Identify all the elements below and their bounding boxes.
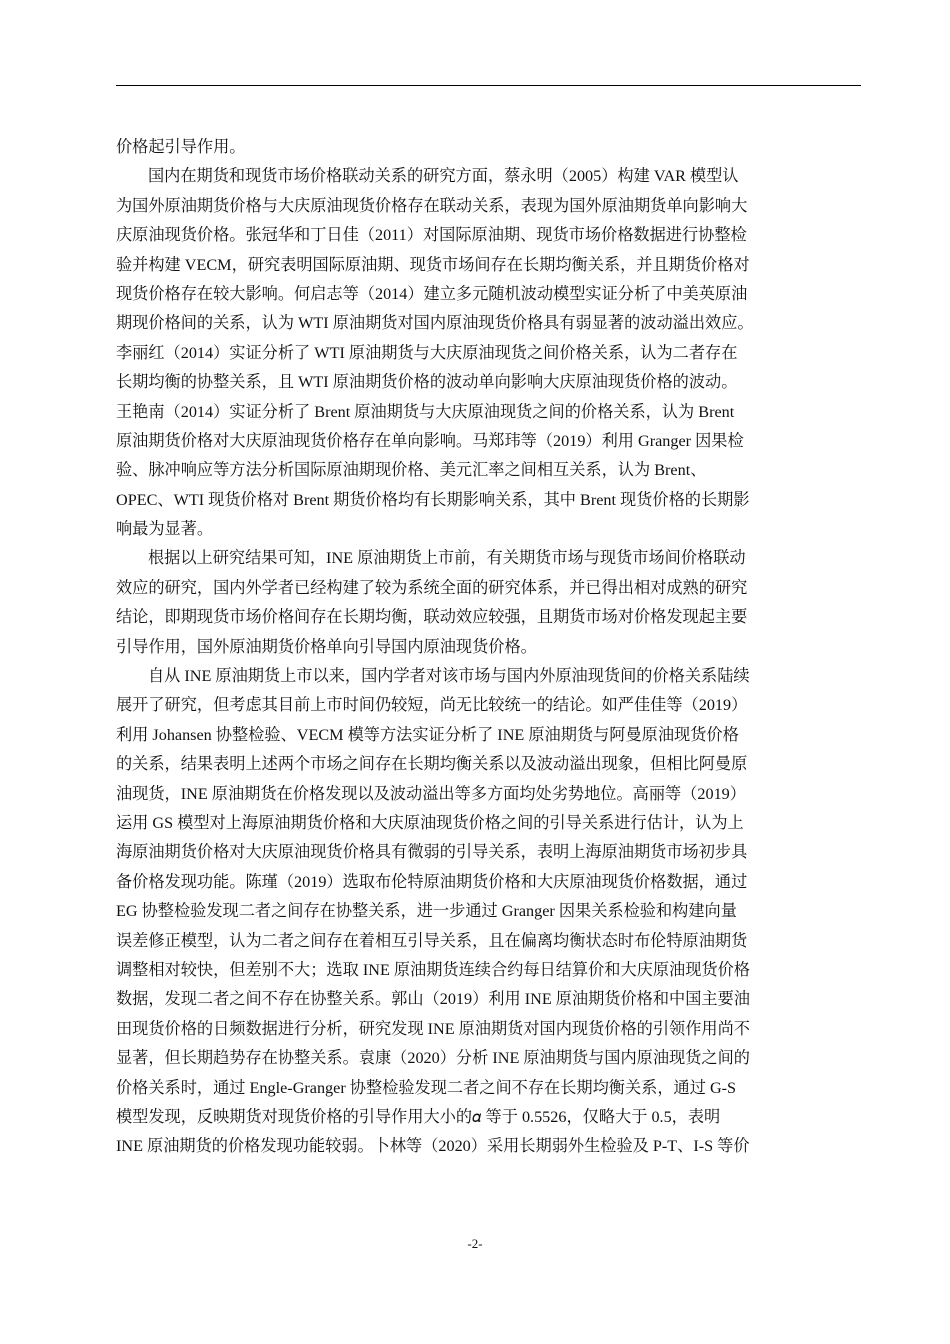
text-line: 海原油期货价格对大庆原油现货价格具有微弱的引导关系，表明上海原油期货市场初步具 <box>116 843 748 862</box>
text-line: 模型发现，反映期货对现货价格的引导作用大小的𝛼 等于 0.5526，仅略大于 0.5，表明 <box>116 1107 721 1126</box>
text-line: 运用 GS 模型对上海原油期货价格和大庆原油现货价格之间的引导关系进行估计，认为上 <box>116 813 744 832</box>
text-line: INE 原油期货的价格发现功能较弱。卜林等（2020）采用长期弱外生检验及 P-T、I-S 等价 <box>116 1137 750 1156</box>
text-line: EG 协整检验发现二者之间存在协整关系，进一步通过 Granger 因果关系检验和构建向量 <box>116 902 737 921</box>
text-line: 展开了研究，但考虑其目前上市时间仍较短，尚无比较统一的结论。如严佳佳等（2019） <box>116 696 748 715</box>
text-line: 期现价格间的关系，认为 WTI 原油期货对国内原油现货价格具有弱显著的波动溢出效应。 <box>116 314 754 333</box>
text-line: 结论，即期现货市场价格间存在长期均衡，联动效应较强，且期货市场对价格发现起主要 <box>116 608 748 627</box>
text-line: 价格关系时，通过 Engle-Granger 协整检验发现二者之间不存在长期均衡关系，通过 G-S <box>116 1078 737 1097</box>
text-line: 数据，发现二者之间不存在协整关系。郭山（2019）利用 INE 原油期货价格和中国主要油 <box>116 990 750 1009</box>
text-line: 调整相对较快，但差别不大；选取 INE 原油期货连续合约每日结算价和大庆原油现货价格 <box>116 960 750 979</box>
text-line: 油现货，INE 原油期货在价格发现以及波动溢出等多方面均处劣势地位。高丽等（2019） <box>116 784 746 803</box>
text-line: 效应的研究，国内外学者已经构建了较为系统全面的研究体系，并已得出相对成熟的研究 <box>116 578 748 597</box>
page-number: -2- <box>467 1236 483 1251</box>
text-line: 王艳南（2014）实证分析了 Brent 原油期货与大庆原油现货之间的价格关系，认为 Brent <box>116 402 735 421</box>
text-line: 验、脉冲响应等方法分析国际原油期现价格、美元汇率之间相互关系，认为 Brent、 <box>116 461 707 480</box>
text-line: 的关系，结果表明上述两个市场之间存在长期均衡关系以及波动溢出现象，但相比阿曼原 <box>116 755 748 774</box>
text-line: 现货价格存在较大影响。何启志等（2014）建立多元随机波动模型实证分析了中美英原油 <box>116 284 748 303</box>
text-line: 响最为显著。 <box>116 520 214 539</box>
text-line: 自从 INE 原油期货上市以来，国内学者对该市场与国内外原油现货间的价格关系陆续 <box>148 667 750 686</box>
header-rule <box>116 85 861 86</box>
text-line: 庆原油现货价格。张冠华和丁日佳（2011）对国际原油期、现货市场价格数据进行协整检 <box>116 226 747 245</box>
text-line: OPEC、WTI 现货价格对 Brent 期货价格均有长期影响关系，其中 Brent 现货价格的长期影 <box>116 490 750 509</box>
text-line: 李丽红（2014）实证分析了 WTI 原油期货与大庆原油现货之间价格关系，认为二者存在 <box>116 343 738 362</box>
text-line: 为国外原油期货价格与大庆原油现货价格存在联动关系，表现为国外原油期货单向影响大 <box>116 196 748 215</box>
text-line: 长期均衡的协整关系，且 WTI 原油期货价格的波动单向影响大庆原油现货价格的波动。 <box>116 373 738 392</box>
text-line: 误差修正模型，认为二者之间存在着相互引导关系，且在偏离均衡状态时布伦特原油期货 <box>116 931 748 950</box>
text-line: 根据以上研究结果可知，INE 原油期货上市前，有关期货市场与现货市场间价格联动 <box>148 549 746 568</box>
text-line: 备价格发现功能。陈瑾（2019）选取布伦特原油期货价格和大庆原油现货价格数据，通过 <box>116 872 748 891</box>
text-line: 国内在期货和现货市场价格联动关系的研究方面，蔡永明（2005）构建 VAR 模型认 <box>148 167 739 186</box>
text-line: 利用 Johansen 协整检验、VECM 模等方法实证分析了 INE 原油期货与阿曼原油现货价格 <box>116 725 739 744</box>
text-line: 原油期货价格对大庆原油现货价格存在单向影响。马郑玮等（2019）利用 Granger 因果检 <box>116 431 744 450</box>
text-line: 验并构建 VECM，研究表明国际原油期、现货市场间存在长期均衡关系，并且期货价格对 <box>116 255 750 274</box>
body-text <box>116 133 861 1162</box>
text-line: 引导作用，国外原油期货价格单向引导国内原油现货价格。 <box>116 637 537 656</box>
text-line: 田现货价格的日频数据进行分析，研究发现 INE 原油期货对国内现货价格的引领作用尚不 <box>116 1019 750 1038</box>
text-line: 显著，但长期趋势存在协整关系。袁康（2020）分析 INE 原油期货与国内原油现货之间的 <box>116 1049 750 1068</box>
text-line: 价格起引导作用。 <box>116 138 246 156</box>
